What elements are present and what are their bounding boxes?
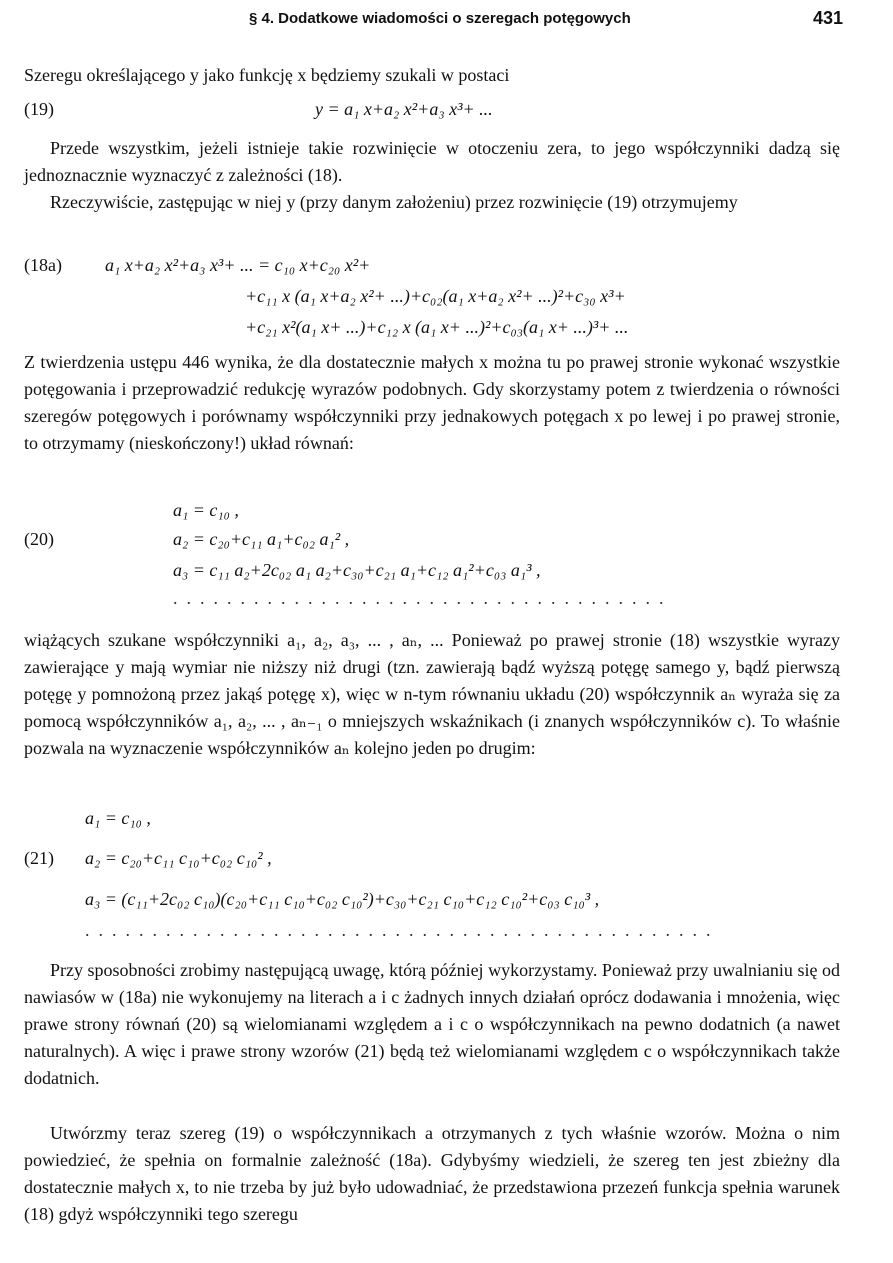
paragraph-2: Rzeczywiście, zastępując w niej y (przy danym założeniu) przez rozwinięcie (19) otrzymujemy [50, 192, 738, 212]
equation-18a-label: (18a) [24, 255, 62, 275]
page-number: 431 [812, 8, 843, 28]
equation-18a-line-3: +c₂₁ x²(a₁ x+ ...)+c₁₂ x (a₁ x+ ...)²+c₀₃(a₁ x+ ...)³+ ... [245, 317, 629, 337]
equation-21-label: (21) [24, 848, 54, 868]
paragraph-3: Z twierdzenia ustępu 446 wynika, że dla dostatecznie małych x można tu po prawej stronie wykonać wszystkie potęgowania i przeprowadzić redukcję wyrazów podobnych. Gdy skorzystamy potem z twierdzenia o równości szeregów potęgowych i porównamy współczynniki przy jednakowych potęgach x po lewej i po prawej stronie, to otrzymamy (nieskończony!) układ równań: [24, 352, 840, 453]
paragraph-6: Utwórzmy teraz szereg (19) o współczynnikach a otrzymanych z tych właśnie wzorów. Można o nim powiedzieć, że spełnia on formalnie zależność (18a). Gdybyśmy wiedzieli, że szereg ten jest zbieżny dla dostatecznie małych x, to nie trzeba by już było udowadniać, że przedstawiona przezeń funkcja spełnia warunek (18) gdyż współczynniki tego szeregu [24, 1123, 840, 1224]
equation-20-line-1: a₁ = c₁₀ , [173, 500, 239, 520]
equation-21-continuation-dots: ............................................... [85, 920, 720, 940]
equation-19-label: (19) [24, 99, 54, 119]
equation-20-line-3: a₃ = c₁₁ a₂+2c₀₂ a₁ a₂+c₃₀+c₂₁ a₁+c₁₂ a₁²+c₀₃ a₁³ , [173, 560, 541, 580]
equation-19: y = a₁ x+a₂ x²+a₃ x³+ ... [315, 99, 493, 119]
paragraph-1: Przede wszystkim, jeżeli istnieje takie rozwinięcie w otoczeniu zera, to jego współczynniki dadzą się jednoznacznie wyznaczyć z zależności (18). [24, 138, 840, 185]
equation-21-line-3: a₃ = (c₁₁+2c₀₂ c₁₀)(c₂₀+c₁₁ c₁₀+c₀₂ c₁₀²)+c₃₀+c₂₁ c₁₀+c₁₂ c₁₀²+c₀₃ c₁₀³ , [85, 889, 600, 909]
equation-18a-line-2: +c₁₁ x (a₁ x+a₂ x²+ ...)+c₀₂(a₁ x+a₂ x²+ ...)²+c₃₀ x³+ [245, 286, 626, 306]
equation-20-line-2: a₂ = c₂₀+c₁₁ a₁+c₀₂ a₁² , [173, 529, 350, 549]
equation-20-label: (20) [24, 529, 54, 549]
intro-text: Szeregu określającego y jako funkcję x będziemy szukali w postaci [24, 65, 510, 85]
equation-21-line-2: a₂ = c₂₀+c₁₁ c₁₀+c₀₂ c₁₀² , [85, 848, 272, 868]
equation-20-continuation-dots: ..................................... [173, 588, 673, 608]
paragraph-4: wiążących szukane współczynniki a₁, a₂, a₃, ... , aₙ, ... Ponieważ po prawej stronie (18) wszystkie wyrazy zawierające y mają wymiar nie niższy niż drugi (tzn. zawierają bądź wyższą potęgę samego y, bądź pierwszą potęgę y pomnożoną przez jakąś potęgę x), więc w n-tym równaniu układu (20) współczynnik aₙ wyraża się za pomocą współczynników a₁, a₂, ... , aₙ₋₁ o mniejszych wskaźnikach (i znanych współczynników c). To właśnie pozwala na wyznaczenie współczynników aₙ kolejno jeden po drugim: [24, 630, 840, 758]
section-title: § 4. Dodatkowe wiadomości o szeregach potęgowych [249, 10, 631, 27]
equation-18a-line-1: a₁ x+a₂ x²+a₃ x³+ ... = c₁₀ x+c₂₀ x²+ [105, 255, 371, 275]
paragraph-5: Przy sposobności zrobimy następującą uwagę, którą później wykorzystamy. Ponieważ przy uwalnianiu się od nawiasów w (18a) nie wykonujemy na literach a i c żadnych innych działań oprócz dodawania i mnożenia, więc prawe strony równań (20) są wielomianami względem a i c o współczynnikach na pewno dodatnich (a nawet naturalnych). A więc i prawe strony wzorów (21) będą też wielomianami względem c o współczynnikach także dodatnich. [24, 960, 840, 1088]
running-header [24, 6, 843, 32]
equation-21-line-1: a₁ = c₁₀ , [85, 808, 151, 828]
